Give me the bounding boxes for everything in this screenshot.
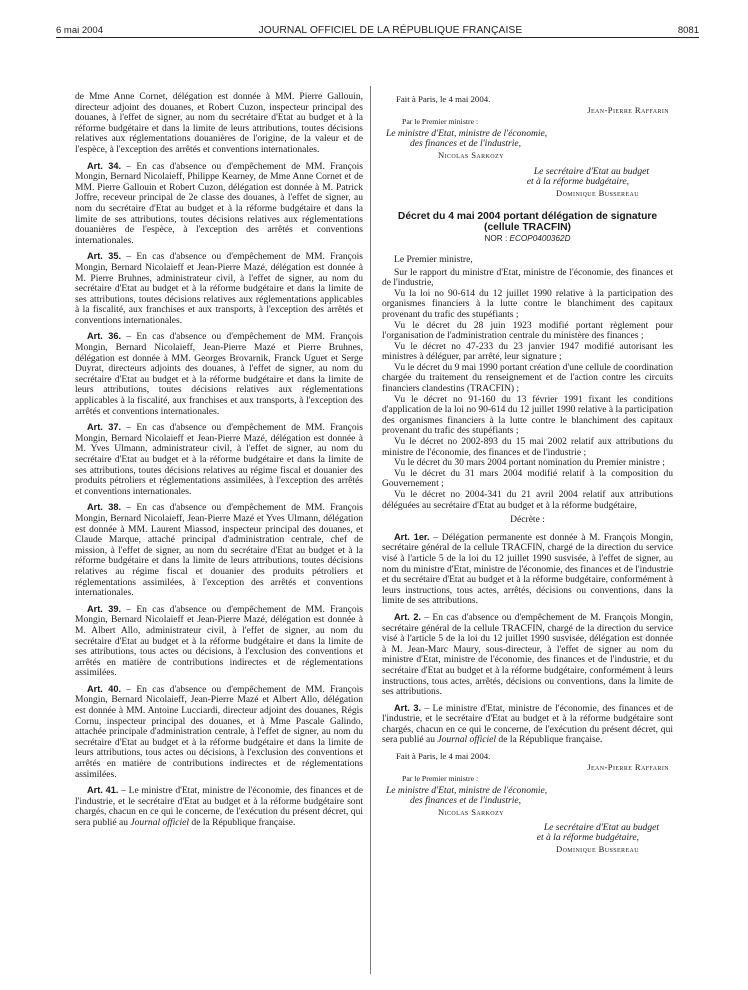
article-40: Art. 40. – En cas d'absence ou d'empêchement de MM. François Mongin, Bernard Nicolaieff, Jean-Pierre Mazé et Albert Allo, délégation est donnée à MM. Antoine Lucciardi, directeur adjoint des douanes, Régis Cornu, inspecteur principal des douanes, et à Mme Pascale Galindo, attachée principale d'administration centrale, à l'effet de signer, au nom du secrétaire d'Etat au budget et à la réforme budgétaire et dans la limite de leurs attributions, tous actes ou décisions, à l'exclusion des conventions et arrêtés en matière de contributions indirectes et de réglementations assimilées. xyxy=(75,683,363,780)
header-rule xyxy=(56,37,699,38)
column-divider xyxy=(370,86,371,974)
article-label: Art. 40. xyxy=(87,683,122,694)
article-label: Art. 37. xyxy=(87,422,122,433)
journal-officiel-ref: Journal officiel xyxy=(130,817,190,828)
decree-title-line-1: Décret du 4 mai 2004 portant délégation de signature xyxy=(397,211,658,223)
article-34: Art. 34. – En cas d'absence ou d'empêchement de MM. François Mongin, Bernard Nicolaieff, Philippe Kearney, de Mme Anne Cornet et de MM. Pierre Gallouin et Robert Cuzon, délégation est donnée à M. Patrick Joffre, receveur principal de 2e classe des douanes, à l'effet de signer, au nom du secrétaire d'Etat au budget et à la réforme budgétaire et dans la limite de ses attributions, toutes décisions relatives aux réglementations douanières de l'espèce, à l'exception des arrêtés et conventions internationales. xyxy=(75,160,363,246)
article-label: Art. 3. xyxy=(394,702,422,713)
article-1: Art. 1er. – Délégation permanente est donnée à M. François Mongin, secrétaire général de la cellule TRACFIN, chargé de la direction du service visé à l'article 5 de la loi du 12 juillet 1990 susvisée, à l'effet de signer, au nom du ministre d'Etat, ministre de l'économie, des finances et de l'industrie et du secrétaire d'Etat au budget et à la réforme budgétaire, conformément à leurs instructions, tous actes, arrêtés, décisions ou conventions, dans la limite de ses attributions. xyxy=(382,531,673,607)
article-35: Art. 35. – En cas d'absence ou d'empêchement de MM. François Mongin, Bernard Nicolaieff et Jean-Pierre Mazé, délégation est donnée à M. Pierre Bruhnes, administrateur civil, à l'effet de signer, au nom du secrétaire d'Etat au budget et à la réforme budgétaire et dans la limite de ses attributions, toutes décisions relatives aux réglementations applicables à la fiscalité, aux franchises et aux transports, à l'exception des arrêtés et conventions internationales. xyxy=(75,251,363,326)
secretary-block xyxy=(382,823,669,855)
secretary-title: Le secrétaire d'Etat au budget xyxy=(533,165,649,177)
article-text-end: de la République française. xyxy=(191,817,296,828)
left-column xyxy=(75,92,363,834)
running-head xyxy=(56,16,699,36)
secretary-name: Dominique Bussereau xyxy=(555,843,639,854)
secretary-block xyxy=(382,167,669,199)
secretary-name: Dominique Bussereau xyxy=(555,187,639,198)
minister-title-2: des finances et de l'industrie, xyxy=(410,138,522,150)
article-37: Art. 37. – En cas d'absence ou d'empêchement de MM. François Mongin, Bernard Nicolaieff et Jean-Pierre Mazé, délégation est donnée à M. Yves Ulmann, administrateur civil, à l'effet de signer, au nom du secrétaire d'Etat au budget et à la réforme budgétaire et dans la limite de ses attributions, toutes décisions relatives au régime fiscal et douanier des produits pétroliers et réglementations assimilées, à l'exception des arrêtés et conventions internationales. xyxy=(75,422,363,497)
article-label: Art. 2. xyxy=(394,611,421,622)
article-41: Art. 41. – Le ministre d'Etat, ministre de l'économie, des finances et de l'industrie, et le secrétaire d'Etat au budget et à la réforme budgétaire sont chargés, chacun en ce qui le concerne, de l'exécution du présent décret, qui sera publié au Journal officiel de la République française. xyxy=(75,785,363,828)
article-text: En cas d'absence ou d'empêchement de MM. François Mongin, Bernard Nicolaieff, Philippe Kearney, de Mme Anne Cornet et de MM. Pierre Gallouin et Robert Cuzon, délégation est donnée à M. Patrick Joffre, receveur principal de 2e classe des douanes, à l'effet de signer, au nom du secrétaire d'Etat au budget et à la réforme budgétaire et dans la limite de ses attributions, toutes décisions relatives aux réglementations douanières de l'espèce, à l'exception des arrêtés et conventions internationales. xyxy=(75,160,363,246)
article-label: Art. 1er. xyxy=(394,531,430,542)
secretary-title: Le secrétaire d'Etat au budget xyxy=(543,821,659,833)
article-text: En cas d'absence ou d'empêchement de MM. François Mongin, Bernard Nicolaieff, Jean-Pierre Mazé et Albert Allo, délégation est donnée à MM. Antoine Lucciardi, directeur adjoint des douanes, Régis Cornu, inspecteur principal des douanes, et à Mme Pascale Galindo, attachée principale d'administration centrale, à l'effet de signer, au nom du secrétaire d'Etat au budget et à la réforme budgétaire et dans la limite de leurs attributions, tous actes ou décisions, à l'exclusion des conventions et arrêtés en matière de contributions indirectes et de réglementations assimilées. xyxy=(75,683,363,780)
visa-paragraph: Vu le décret no 91-160 du 13 février 1991 fixant les conditions d'application de la loi no 90-614 du 12 juillet 1990 relative à la participation des organismes financiers à la lutte contre le blanchiment des capitaux provenant du trafic des stupéfiants ; xyxy=(382,393,673,437)
place-date: Fait à Paris, le 4 mai 2004. xyxy=(396,94,491,104)
article-label: Art. 41. xyxy=(87,785,119,796)
prime-minister-name: Jean-Pierre Raffarin xyxy=(587,104,669,115)
visa-paragraph: Vu le décret no 2004-341 du 21 avril 2004 relatif aux attributions déléguées au secrétaire d'Etat au budget et à la réforme budgétaire, xyxy=(382,489,673,511)
nor-reference xyxy=(382,234,673,245)
article-label: Art. 36. xyxy=(87,331,122,342)
article-text-end: de la République française. xyxy=(498,734,603,746)
visa-paragraph: Vu le décret du 9 mai 1990 portant création d'une cellule de coordination chargée du traitement du renseignement et de l'action contre les circuits financiers clandestins (TRACFIN) ; xyxy=(382,361,673,395)
minister-title-2: des finances et de l'industrie, xyxy=(410,795,522,807)
article-label: Art. 35. xyxy=(87,251,122,262)
article-label: Art. 38. xyxy=(87,502,122,513)
nor-code: ECOP0400362D xyxy=(509,234,571,244)
signature-block-2 xyxy=(382,751,673,854)
article-label: Art. 34. xyxy=(87,160,122,171)
article-3: Art. 3. – Le ministre d'Etat, ministre de l'économie, des finances et de l'industrie, et le secrétaire d'Etat au budget et à la réforme budgétaire sont chargés, chacun en ce qui le concerne, de l'exécution du présent décret, qui sera publié au Journal officiel de la République française. xyxy=(382,702,674,746)
article-text: En cas d'absence ou d'empêchement de MM. François Mongin, Bernard Nicolaieff et Jean-Pierre Mazé, délégation est donnée à M. Albert Allo, administrateur civil, à l'effet de signer, au nom du secrétaire d'Etat au budget et à la réforme budgétaire et dans la limite de ses attributions, tous actes ou décisions, à l'exclusion des conventions et arrêtés en matière de contributions indirectes et de réglementations assimilées. xyxy=(75,603,363,679)
minister-name: Nicolas Sarkozy xyxy=(438,807,504,818)
article-38: Art. 38. – En cas d'absence ou d'empêchement de MM. François Mongin, Bernard Nicolaieff, Jean-Pierre Mazé et Yves Ulmann, délégation est donnée à MM. Laurent Miassod, inspecteur principal des douanes, et Claude Marque, attaché principal d'administration centrale, chef de mission, à l'effet de signer, au nom du secrétaire d'Etat au budget et à la réforme budgétaire et dans la limite de leurs attributions, toutes décisions relatives au régime fiscal et douanier des produits pétroliers et réglementations assimilées, à l'exception des arrêtés et conventions internationales. xyxy=(75,502,363,599)
secretary-title-2: et à la réforme budgétaire, xyxy=(526,176,629,188)
article-text: Le ministre d'Etat, ministre de l'économie, des finances et de l'industrie, et le secrétaire d'Etat au budget et à la réforme budgétaire sont chargés, chacun en ce qui le concerne, de l'exécution du présent décret, qui sera publié au xyxy=(75,785,363,828)
article-2: Art. 2. – En cas d'absence ou d'empêchement de M. François Mongin, secrétaire général de la cellule TRACFIN, chargé de la direction du service visé à l'article 5 de la loi du 12 juillet 1990 susvisée, délégation est donnée à M. Jean-Marc Maury, sous-directeur, à l'effet de signer au nom du ministre d'Etat, ministre de l'économie, des finances et de l'industrie, et du secrétaire d'Etat au budget et à la réforme budgétaire, conformément à leurs instructions, tous actes, arrêtés, décisions ou conventions, dans la limite de ses attributions. xyxy=(382,611,673,698)
visa-paragraph: Vu le décret du 31 mars 2004 modifié relatif à la composition du Gouvernement ; xyxy=(382,467,673,490)
article-39: Art. 39. – En cas d'absence ou d'empêchement de MM. François Mongin, Bernard Nicolaieff et Jean-Pierre Mazé, délégation est donnée à M. Albert Allo, administrateur civil, à l'effet de signer, au nom du secrétaire d'Etat au budget et à la réforme budgétaire et dans la limite de ses attributions, tous actes ou décisions, à l'exclusion des conventions et arrêtés en matière de contributions indirectes et de réglementations assimilées. xyxy=(75,603,363,679)
visa-paragraph: Vu le décret du 30 mars 2004 portant nomination du Premier ministre ; xyxy=(394,457,665,469)
article-text: Délégation permanente est donnée à M. François Mongin, secrétaire général de la cellule TRACFIN, chargé de la direction du service visé à l'article 5 de la loi du 12 juillet 1990 susvisée, à l'effet de signer, au nom du ministre d'Etat, ministre de l'économie, des finances et de l'industrie et du secrétaire d'Etat au budget et à la réforme budgétaire, conformément à leurs instructions, tous actes, arrêtés, décisions ou conventions, dans la limite de ses attributions. xyxy=(382,531,673,607)
article-text: En cas d'absence ou d'empêchement de MM. François Mongin, Bernard Nicolaieff et Jean-Pierre Mazé, délégation est donnée à M. Yves Ulmann, administrateur civil, à l'effet de signer, au nom du secrétaire d'Etat au budget et à la réforme budgétaire et dans la limite de ses attributions, toutes décisions relatives au régime fiscal et douanier des produits pétroliers et réglementations assimilées, à l'exception des arrêtés et conventions internationales. xyxy=(75,422,363,497)
secretary-title-2: et à la réforme budgétaire, xyxy=(536,832,639,844)
visa-paragraph: Sur le rapport du ministre d'Etat, ministre de l'économie, des finances et de l'industrie, xyxy=(382,266,673,289)
minister-name: Nicolas Sarkozy xyxy=(438,149,504,160)
journal-title: JOURNAL OFFICIEL DE LA RÉPUBLIQUE FRANÇAISE xyxy=(258,25,523,36)
minister-title: Le ministre d'Etat, ministre de l'économie, xyxy=(386,784,548,796)
visa-paragraph: Vu le décret du 28 juin 1923 modifié portant règlement pour l'organisation de l'administration centrale du ministère des finances ; xyxy=(382,319,673,342)
journal-officiel-ref: Journal officiel xyxy=(437,734,497,746)
article-text: En cas d'absence ou d'empêchement de MM. François Mongin, Bernard Nicolaieff, Jean-Pierre Mazé et Yves Ulmann, délégation est donnée à MM. Laurent Miassod, inspecteur principal des douanes, et Claude Marque, attaché principal d'administration centrale, chef de mission, à l'effet de signer, au nom du secrétaire d'Etat au budget et à la réforme budgétaire et dans la limite de leurs attributions, toutes décisions relatives au régime fiscal et douanier des produits pétroliers et réglementations assimilées, à l'exception des arrêtés et conventions internationales. xyxy=(75,502,363,599)
signature-block-1 xyxy=(382,94,673,198)
minister-title: Le ministre d'Etat, ministre de l'économie, xyxy=(386,127,548,139)
prime-minister-name: Jean-Pierre Raffarin xyxy=(587,761,669,772)
article-text: En cas d'absence ou d'empêchement de M. François Mongin, secrétaire général de la cellule TRACFIN, chargé de la direction du service visé à l'article 5 de la loi du 12 juillet 1990 susvisée, délégation est donnée à M. Jean-Marc Maury, sous-directeur, à l'effet de signer au nom du ministre d'Etat, ministre de l'économie, des finances et de l'industrie, et du secrétaire d'Etat au budget et à la réforme budgétaire, conformément à leurs instructions, tous actes, arrêtés, décisions ou conventions, dans la limite de ses attributions. xyxy=(382,611,673,698)
page-number: 8081 xyxy=(677,25,699,36)
decree-title xyxy=(382,211,673,233)
right-column xyxy=(382,94,673,857)
article-text: En cas d'absence ou d'empêchement de MM. François Mongin, Bernard Nicolaieff, Jean-Pierre Mazé et Pierre Bruhnes, délégation est donnée à MM. Georges Brovarnik, Franck Uguet et Serge Duyrat, directeurs adjoints des douanes, à l'effet de signer, au nom du secrétaire d'Etat au budget et à la réforme budgétaire et dans la limite de leurs attributions, toutes décisions relatives aux réglementations applicables à la fiscalité, aux franchises et aux transports, à l'exception des arrêtés et conventions internationales. xyxy=(75,331,363,417)
place-date: Fait à Paris, le 4 mai 2004. xyxy=(396,751,491,762)
header-date: 6 mai 2004 xyxy=(56,25,104,36)
decree-title-line-2: (cellule TRACFIN) xyxy=(484,222,571,234)
nor-label: NOR : xyxy=(484,234,508,244)
article-36: Art. 36. – En cas d'absence ou d'empêchement de MM. François Mongin, Bernard Nicolaieff, Jean-Pierre Mazé et Pierre Bruhnes, délégation est donnée à MM. Georges Brovarnik, Franck Uguet et Serge Duyrat, directeurs adjoints des douanes, à l'effet de signer, au nom du secrétaire d'Etat au budget et à la réforme budgétaire et dans la limite de leurs attributions, toutes décisions relatives aux réglementations applicables à la fiscalité, aux franchises et aux transports, à l'exception des arrêtés et conventions internationales. xyxy=(75,331,363,417)
visa-paragraph: Vu le décret no 2002-893 du 15 mai 2002 relatif aux attributions du ministre de l'économie, des finances et de l'industrie ; xyxy=(382,436,673,458)
decrete-heading: Décrète : xyxy=(510,514,545,526)
article-label: Art. 39. xyxy=(87,603,122,614)
visa-paragraph: Le Premier ministre, xyxy=(394,253,473,265)
visa-paragraph: Vu la loi no 90-614 du 12 juillet 1990 relative à la participation des organismes financiers à la lutte contre le blanchiment des capitaux provenant du trafic des stupéfiants ; xyxy=(382,287,673,320)
article-text: En cas d'absence ou d'empêchement de MM. François Mongin, Bernard Nicolaieff et Jean-Pierre Mazé, délégation est donnée à M. Pierre Bruhnes, administrateur civil, à l'effet de signer, au nom du secrétaire d'Etat au budget et à la réforme budgétaire et dans la limite de ses attributions, toutes décisions relatives aux réglementations applicables à la fiscalité, aux franchises et aux transports, à l'exception des arrêtés et conventions internationales. xyxy=(75,251,363,326)
par-le-premier-ministre: Par le Premier ministre : xyxy=(402,117,479,127)
continued-paragraph: de Mme Anne Cornet, délégation est donnée à MM. Pierre Gallouin, directeur adjoint des douanes, et Robert Cuzon, inspecteur principal des douanes, à l'effet de signer, au nom du secrétaire d'Etat au budget et à la réforme budgétaire et dans la limite de leurs attributions, toutes décisions relatives aux réglementations douanières de l'origine, de la valeur et de l'espèce, à l'exception des arrêtés et conventions internationales. xyxy=(75,91,363,155)
article-text: Le ministre d'Etat, ministre de l'économie, des finances et de l'industrie, et le secrétaire d'Etat au budget et à la réforme budgétaire sont chargés, chacun en ce qui le concerne, de l'exécution du présent décret, qui sera publié au xyxy=(382,702,674,746)
visa-paragraph: Vu le décret no 47-233 du 23 janvier 1947 modifié autorisant les ministres à déléguer, par arrêté, leur signature ; xyxy=(382,340,673,363)
par-le-premier-ministre: Par le Premier ministre : xyxy=(402,774,479,784)
